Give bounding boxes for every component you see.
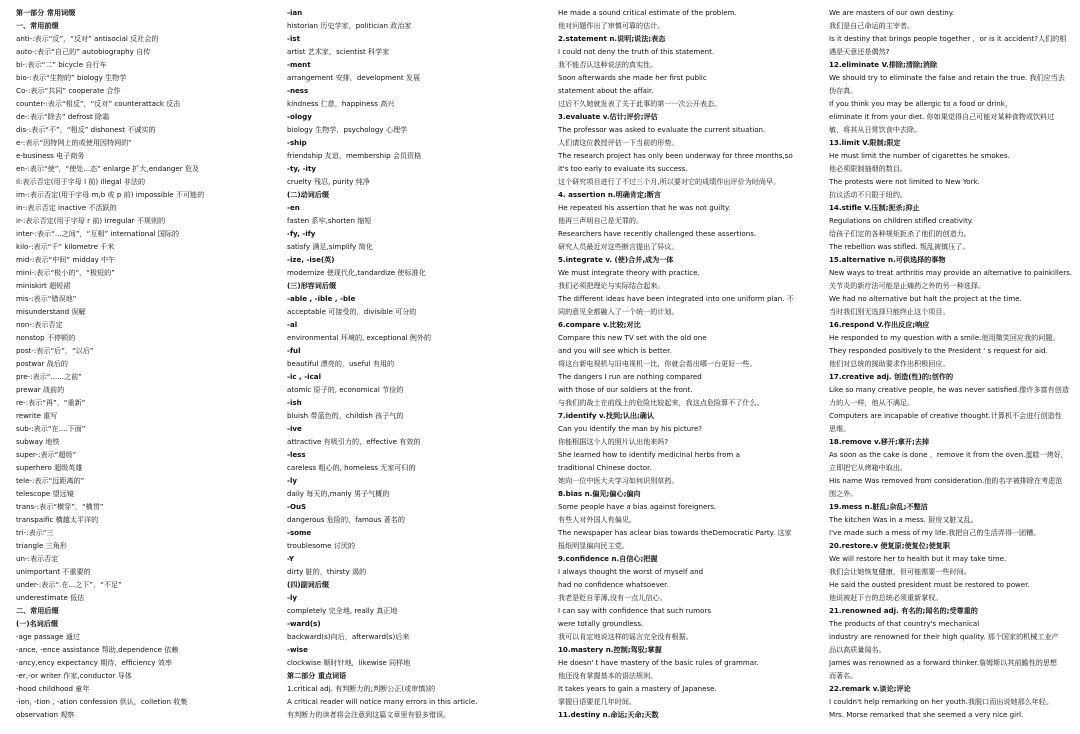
text-line: I couldn't help remarking on her youth.我脱口而出说她那么年轻。 [829,697,1054,706]
column-3 [558,6,829,734]
text-line: As soon as the cake is done ，remove it from the oven.蛋糕一烤好， [829,450,1068,459]
section-heading: 19.mess n.脏乱;杂乱;不整洁 [829,502,928,511]
text-line: He made a sound critical estimate of the problem. [558,8,737,17]
text-line: 有些人对外国人有偏见。 [558,515,637,524]
text-line: -ion, -tion , -ation confession 供认，colletion 收集 [16,697,188,706]
text-line: We must integrate theory with practice. [558,268,700,277]
text-line: We had no alternative but halt the project at the time. [829,294,1022,303]
section-heading: (三)形容词后缀 [287,281,337,290]
text-line: 抗议活动不只限于纽约。 [829,190,908,199]
text-line: 同的意见全都融入了一个统一的计划。 [558,307,679,316]
section-heading: 21.renowned adj. 有名的;闻名的;受尊重的 [829,606,978,615]
text-line: telescope 望远镜 [16,489,74,498]
text-line: mini-:表示“极小的”，“极短的” [16,268,115,277]
text-line: 力的人一样，他从不满足。 [829,398,915,407]
section-heading: -ology [287,112,312,121]
text-line: attractive 有吸引力的，effective 有效的 [287,437,421,446]
text-line: superhero 超级英雄 [16,463,83,472]
text-line: subway 地铁 [16,437,60,446]
text-line: nonstop 不停顿的 [16,333,76,342]
section-heading: -en [287,203,300,212]
text-line: bi-:表示“二” bicycle 自行车 [16,60,107,69]
text-line: 我们必须把理论与实际结合起来。 [558,281,665,290]
text-line: prewar 战前的 [16,385,65,394]
text-line: His name Was removed from consideration.他的名字被排除在考虑范 [829,476,1063,485]
section-heading: -less [287,450,306,459]
text-line: We are masters of our own destiny. [829,8,955,17]
section-heading: -ly [287,593,297,602]
column-1 [16,6,287,734]
text-line: beautiful 漂亮的，useful 有用的 [287,359,395,368]
text-line: The newspaper has aclear bias towards theDemocratic Party. 这家 [558,528,792,537]
text-line: atomic 原子的, economical 节俭的 [287,385,404,394]
text-line: The different ideas have been integrated into one uniform plan. 不 [558,294,794,303]
text-line: rewrite 重写 [16,411,58,420]
section-heading: -Y [287,554,295,563]
section-heading: 6.compare v.比较;对比 [558,320,641,329]
section-heading: -fy, -ify [287,229,316,238]
text-line: 报纸明显偏向民主党。 [558,541,629,550]
text-line: Co-:表示“共同” cooperate 合作 [16,86,121,95]
text-line: The professor was asked to evaluate the current situation. [558,125,766,134]
text-line: friendship 友谊，membership 会员资格 [287,151,422,160]
section-heading: 16.respond V.作出反应;响应 [829,320,930,329]
text-line: 立即把它从烤箱中取出。 [829,463,908,472]
text-line: 将这台新电视机与旧电视机一比，你就会看出哪一台更好一些。 [558,359,757,368]
text-line: 有判断力的读者将会注意到这篇文章里有很多错误。 [287,710,451,719]
section-heading: -ment [287,60,311,69]
text-line: 你能根据这个人的照片认出他来吗? [558,437,669,446]
section-heading: 18.remove v.移开;拿开;去掉 [829,437,930,446]
text-line: e-:表示“因特网上的或使用因特网的” [16,138,132,147]
text-line: kindness 仁慈，happiness 高兴 [287,99,395,108]
text-line: kilo-:表示“千” kilometre 千米 [16,242,115,251]
text-line: He said the ousted president must be restored to power. [829,580,1030,589]
text-line: He doesn' t have mastery of the basic rules of grammar. [558,658,759,667]
text-line: fasten 系牢,shorten 缩短 [287,216,372,225]
text-line: in-:表示否定 inactive 不活跃的 [16,203,117,212]
section-heading: -ly [287,476,297,485]
section-heading: -ive [287,424,302,433]
text-line: bio-:表示“生物的” biology 生物学 [16,73,127,82]
section-heading: (四)副词后缀 [287,580,329,589]
text-line: The rebellion was stifled. 叛乱被镇压了。 [829,242,970,251]
text-line: with those of our soldiers at the front. [558,385,693,394]
section-heading: 12.eliminate V.排除;清除;消除 [829,60,938,69]
text-line: 我老是贬自菲薄,没有一点儿信心。 [558,593,667,602]
section-heading: 10.mastery n.控制;驾驭;掌握 [558,645,662,654]
text-line: 他必须限制抽烟的数目。 [829,164,908,173]
text-line: Soon afterwards she made her first public [558,73,707,82]
text-line: Like so many creative people, he was never satisfied.像许多富有创造 [829,385,1069,394]
section-heading: -al [287,320,298,329]
section-heading: 5.integrate v. (使)合并,成为一体 [558,255,674,264]
text-line: Some people have a bias against foreigners. [558,502,717,511]
text-line: 品以高质量闻名。 [829,645,886,654]
text-line: tele-:表示“远距离的” [16,476,85,485]
text-line: 我们是自己命运的主宰者。 [829,21,915,30]
text-line: 当时我们别无选择只能终止这个项目。 [829,307,950,316]
text-line: super-:表示“超级” [16,450,77,459]
text-line: 我们会让她恢复健康，但可能需要一些时间。 [829,567,971,576]
text-line: The research project has only been underway for three months,so [558,151,793,160]
text-line: daily 每天的,manly 男子气概的 [287,489,390,498]
section-heading: -ian [287,8,303,17]
text-line: I could not deny the truth of this statement. [558,47,715,56]
section-heading: -able , -ible , -ble [287,294,356,303]
text-line: traditional Chinese doctor. [558,463,652,472]
text-line: 他说被赶下台的总统必须重新掌权。 [829,593,943,602]
section-heading: (二)动词后缀 [287,190,329,199]
text-line: 伪存真。 [829,86,858,95]
text-line: 围之外。 [829,489,858,498]
text-line: Mrs. Morse remarked that she seemed a very nice girl. [829,710,1024,719]
column-2 [287,6,558,734]
section-heading: -ty, -ity [287,164,316,173]
text-line: backward(s)向后，afterward(s)后来 [287,632,410,641]
section-heading: -ist [287,34,300,43]
section-heading: -ish [287,398,302,407]
text-line: 我可以肯定地说这样的谣言完全没有根据。 [558,632,693,641]
text-line: -ancy,ency expectancy 期待，efficiency 效率 [16,658,172,667]
section-heading: 第二部分 重点词语 [287,671,347,680]
text-line: careless 粗心的, homeless 无家可归的 [287,463,416,472]
text-line: statement about the affair. [558,86,654,95]
text-line: James was renowned as a forward thinker.詹姆斯以其前瞻性的思想 [829,658,1058,667]
section-heading: 17.creative adj. 创造(性)的;创作的 [829,372,954,381]
text-line: 她向一位中医大夫学习如何识别草药。 [558,476,679,485]
text-line: 过后不久她就发表了关于此事的第一一次公开表态。 [558,99,722,108]
text-line: The kitchen Was in a mess. 厨房又脏又乱。 [829,515,978,524]
text-line: 敏，将其从日常饮食中去除。 [829,125,922,134]
section-heading: -ize, -ise(英) [287,255,335,264]
text-line: troublesome 讨厌的 [287,541,356,550]
section-heading: 11.destiny n.命运;天命;天数 [558,710,659,719]
text-line: postwar 战后的 [16,359,68,368]
text-line: Can you identify the man by his picture? [558,424,703,433]
section-heading: 7.identify v.找到;认出;确认 [558,411,654,420]
text-line: A critical reader will notice many errors in this article. [287,697,478,706]
text-line: dirty 脏的，thirsty 渴的 [287,567,367,576]
text-line: The products of that country's mechanical [829,619,980,628]
text-line: anti-:表示“反”，“反对” antisocial 反社会的 [16,34,159,43]
text-line: it's too early to evaluate its success. [558,164,688,173]
text-line: miniskirt 超短裙 [16,281,71,290]
text-line: -er,-or writer 作家,conductor 导体 [16,671,132,680]
text-line: counter-:表示“相反”，“反对” counterattack 反击 [16,99,181,108]
text-line: 他们对总统的援助要求作出积极回应。 [829,359,950,368]
text-line: I can say with confidence that such rumors [558,606,712,615]
text-line: post-:表示“后”，“以后” [16,346,94,355]
section-heading: -OuS [287,502,307,511]
text-line: The protests were not limited to New York. [829,177,980,186]
text-line: 掌握日语要花几年时间。 [558,697,637,706]
text-line: had no confidence whatsoever. [558,580,669,589]
text-line: If you think you may be allergic to a food or drink， [829,99,1012,108]
text-line: I always thought the worst of myself and [558,567,704,576]
text-line: observation 观察 [16,710,75,719]
text-line: 而著名。 [829,671,858,680]
text-line: triangle 三角形 [16,541,67,550]
text-line: Researchers have recently challenged these assertions. [558,229,757,238]
column-4 [829,6,1080,734]
text-line: 人们请这位教授评估一下当前的形势。 [558,138,679,147]
text-line: en-:表示“使”，“使处...态” enlarge 扩大,endanger 危及 [16,164,200,173]
text-line: and you will see which is better. [558,346,672,355]
text-line: satisfy 满足,simplify 简化 [287,242,373,251]
text-line: dis-:表示“不”，“相反” dishonest 不诚实的 [16,125,156,134]
text-line: -age passage 通过 [16,632,80,641]
text-line: -hood childhood 童年 [16,684,90,693]
text-line: modernize 使现代化,tandardize 使标准化 [287,268,426,277]
text-line: industry are renowned for their high quality. 那个国家的机械工业产 [829,632,1059,641]
text-line: trans-:表示“横穿”，“横贯” [16,502,104,511]
text-line: bluish 带蓝色的，childish 孩子气的 [287,411,404,420]
text-line: sub-:表示“在....下面” [16,424,86,433]
text-line: tri-:表示“三 [16,528,54,537]
text-line: Computers are incapable of creative thought.计算机不会进行创造性 [829,411,1062,420]
text-line: biology 生物学，psychology 心理学 [287,125,408,134]
section-heading: -ic , -ical [287,372,322,381]
text-line: historian 历史学家，politician 政治家 [287,21,412,30]
text-line: non-:表示否定 [16,320,63,329]
section-heading: 4. assertion n.明确肯定;断言 [558,190,662,199]
text-line: artist 艺术家，scientist 科学家 [287,47,390,56]
text-line: -ance, -ence assistance 帮助,dependence 依赖 [16,645,179,654]
text-line: transpaific 横越太平洋的 [16,515,99,524]
text-line: 思维。 [829,424,851,433]
section-heading: -ship [287,138,307,147]
section-heading: 13.limit V.限制;限定 [829,138,901,147]
text-line: underestimate 低估 [16,593,85,602]
section-heading: 15.alternative n.可供选择的事物 [829,255,946,264]
section-heading: -wise [287,645,308,654]
text-line: cruelty 残忍, purity 纯净 [287,177,370,186]
text-line: 他对问题作出了审慎可靠的估计。 [558,21,665,30]
text-line: completely 完全地, really 真正地 [287,606,398,615]
section-heading: -ful [287,346,301,355]
text-line: auto-:表示“自己的” autobiography 自传 [16,47,151,56]
text-line: 关节炎的新疗法可能是止痛药之外的另一种选择。 [829,281,986,290]
text-line: They responded positively to the President ' s request for aid. [829,346,1048,355]
section-heading: 二、常用后缀 [16,606,59,615]
section-heading: 22.remark v.谈论;评论 [829,684,911,693]
text-line: pre-:表示“......之前” [16,372,82,381]
section-heading: 2.statement n.说明;说法;表态 [558,34,666,43]
text-line: We will restore her to health but it may take time. [829,554,1007,563]
section-heading: -ness [287,86,309,95]
text-line: I've made such a mess of my life.我把自己的生活弄得一团糟。 [829,528,1041,537]
text-line: clockwise 顺时针地，likewise 同样地 [287,658,411,667]
section-heading: (一)名词后缀 [16,619,58,628]
section-heading: -ward(s) [287,619,321,628]
text-line: 我不能否认这种说法的真实性。 [558,60,658,69]
text-line: were totally groundless. [558,619,644,628]
text-line: dangerous 危险的，famous 著名的 [287,515,405,524]
section-heading: -some [287,528,312,537]
text-line: 遇是天意还是偶然? [829,47,890,56]
text-line: ir-:表示否定(用于字母 r 前) irregular 不规则的 [16,216,166,225]
text-line: eliminate it from your diet. 你如果觉得自己可能对某种食物或饮料过 [829,112,1055,121]
text-line: de-:表示“除去” defrost 除霜 [16,112,110,121]
text-line: inter-:表示“...之间”，“互相” international 国际的 [16,229,180,238]
text-line: un-:表示否定 [16,554,59,563]
text-line: misunderstand 误解 [16,307,86,316]
text-line: im-:表示否定(用于字母 m,b 或 p 前) impossible 不可能的 [16,190,205,199]
text-line: 1.critical adj. 有判断力的;判断公正(或审慎)的 [287,684,436,693]
text-line: il:表示否定(用于字母 l 前) illegal 非法的 [16,177,146,186]
section-heading: 20.restore.v 使复原;使复位;使复职 [829,541,950,550]
section-heading: 9.confidence n.自信心;把握 [558,554,658,563]
text-line: He repeated his assertion that he was not guilty. [558,203,731,212]
text-line: She learned how to identify medicinal herbs from a [558,450,740,459]
text-line: e-business 电子商务 [16,151,85,160]
section-heading: 14.stifle V.压制;扼杀;抑止 [829,203,920,212]
text-line: 给孩子们定的各种规矩扼杀了他们的创造力。 [829,229,971,238]
text-line: It takes years to gain a mastery of Japanese. [558,684,717,693]
text-line: New ways to treat arthritis may provide an alternative to painkillers. [829,268,1073,277]
text-line: Regulations on children stifled creativity. [829,216,974,225]
text-line: 这个研究项目进行了不过三个月,所以要对它的成绩作出评价为时尚早。 [558,177,781,186]
section-heading: 一、常用前缀 [16,21,59,30]
text-line: 他还没有掌握基本的语法规则。 [558,671,658,680]
text-line: acceptable 可接受的，divisible 可分的 [287,307,417,316]
text-line: 与我们的战士在前线上的危险比较起来，我这点危险算不了什么。 [558,398,764,407]
text-line: He must limit the number of cigarettes he smokes. [829,151,1010,160]
text-line: Is it destiny that brings people together ，or is it accident?人们的相 [829,34,1067,43]
text-line: He responded to my question with a smile.他用微笑回应我的问题。 [829,333,1060,342]
section-heading: 3.evaluate v.估计;评价;评估 [558,112,658,121]
text-line: re-:表示“再”，“重新” [16,398,86,407]
text-line: 研究人员最近对这些断言提出了异议。 [558,242,679,251]
text-line: Compare this new TV set with the old one [558,333,707,342]
text-line: environmental 环境的, exceptional 例外的 [287,333,432,342]
text-line: under-:表示“.在...之下”，“不足” [16,580,122,589]
text-line: The dangers I run are nothing compared [558,372,702,381]
text-line: unimportant 不重要的 [16,567,91,576]
text-line: mis-:表示“错误地” [16,294,77,303]
text-line: We should try to eliminate the false and retain the true. 我们应当去 [829,73,1065,82]
text-line: 他再三声明自己是无罪的。 [558,216,644,225]
section-heading: 第一部分 常用词缀 [16,8,76,17]
section-heading: 8.bias n.偏见;偏心;偏向 [558,489,641,498]
text-line: arrangement 安排，development 发展 [287,73,421,82]
text-line: mid-:表示“中间” midday 中午 [16,255,116,264]
